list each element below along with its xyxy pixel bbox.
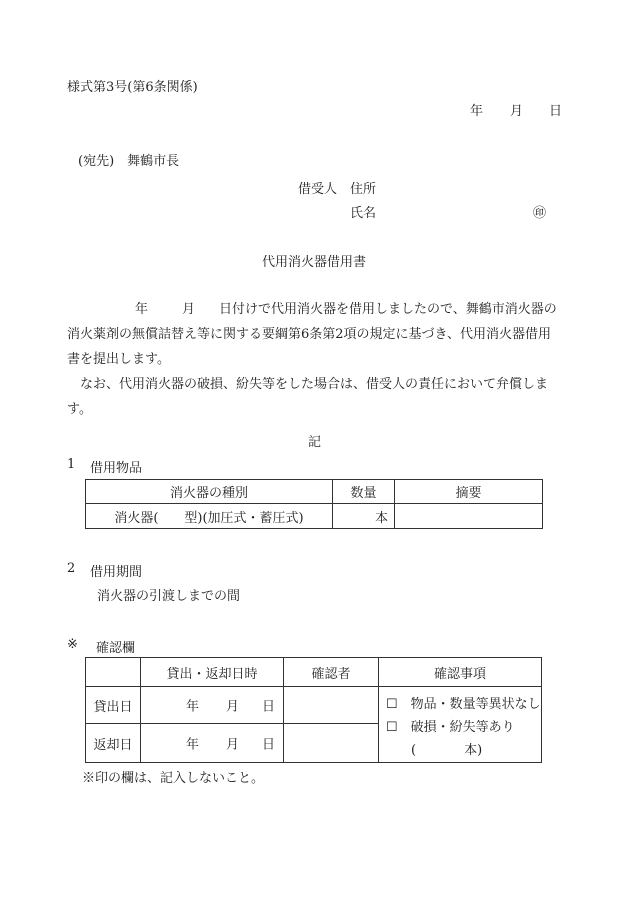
return-year: 年 (186, 737, 200, 753)
section2-number: 2 (67, 561, 76, 576)
confirm-header-items: 確認事項 (379, 658, 542, 687)
date-month-label: 月 (510, 104, 524, 119)
items-table (85, 479, 543, 529)
section2-heading: 借用期間 (90, 565, 143, 580)
body-line-1-text: 日付けで代用消火器を借用しましたので、舞鶴市消火器の (219, 302, 557, 317)
confirm-heading: 確認欄 (96, 641, 136, 656)
lend-row (86, 687, 542, 724)
items-table-row (86, 504, 543, 529)
lend-month: 月 (226, 699, 240, 715)
checkbox-icon[interactable]: ☐ (386, 720, 398, 735)
body-line-3: 書を提出します。 (67, 352, 170, 367)
lend-date-cell[interactable] (141, 687, 284, 724)
body-line-2: 消火薬剤の無償詰替え等に関する要綱第6条第2項の規定に基づき、代用消火器借用 (67, 327, 552, 342)
section1-number: 1 (67, 457, 76, 472)
return-label: 返却日 (86, 724, 141, 763)
date-day-label: 日 (549, 104, 563, 119)
document-title: 代用消火器借用書 (262, 255, 367, 270)
return-date-cell[interactable] (141, 724, 284, 763)
confirm-header-blank (86, 658, 141, 687)
lend-label: 貸出日 (86, 687, 141, 724)
footnote: ※印の欄は、記入しないこと。 (82, 771, 265, 786)
lend-confirmer-cell[interactable] (284, 687, 379, 724)
col-qty-header: 数量 (333, 480, 395, 504)
confirm-header-datetime: 貸出・返却日時 (141, 658, 284, 687)
confirm-mark: ※ (67, 637, 78, 652)
addressee: (宛先) 舞鶴市長 (78, 154, 180, 169)
borrower-label: 借受人 (298, 182, 338, 197)
confirm-items-cell (379, 687, 542, 763)
return-month: 月 (226, 737, 240, 753)
date-year-label: 年 (470, 104, 484, 119)
form-number: 様式第3号(第6条関係) (67, 80, 198, 95)
extinguisher-type-cell[interactable]: 消火器( 型)(加圧式・蓄圧式) (86, 504, 333, 529)
body-year-label: 年 (135, 302, 149, 317)
check-item-damaged[interactable]: ☐ 破損・紛失等あり (386, 720, 515, 735)
items-table-header (86, 480, 543, 504)
body-paragraph (67, 297, 565, 422)
lend-day: 日 (262, 699, 276, 715)
ki-label: 記 (308, 435, 322, 450)
body-line-4: なお、代用消火器の破損、紛失等をした場合は、借受人の責任において弁償しま (80, 377, 549, 392)
borrower-name-label: 氏名 (350, 206, 377, 221)
borrower-address-label: 住所 (350, 182, 377, 197)
return-day: 日 (262, 737, 276, 753)
col-type-header: 消火器の種別 (86, 480, 333, 504)
body-month-label: 月 (182, 302, 196, 317)
body-line-1 (67, 297, 565, 322)
section2-content: 消火器の引渡しまでの間 (97, 589, 241, 604)
return-confirmer-cell[interactable] (284, 724, 379, 763)
lend-year: 年 (186, 699, 200, 715)
checkbox-icon[interactable]: ☐ (386, 697, 398, 712)
seal-mark: ㊞ (533, 206, 547, 221)
section1-heading: 借用物品 (90, 461, 143, 476)
body-line-5: す。 (67, 402, 92, 417)
note-cell[interactable] (395, 504, 543, 529)
check-item-normal[interactable]: ☐ 物品・数量等異状なし (386, 697, 541, 712)
confirm-table (85, 657, 542, 763)
col-note-header: 摘要 (395, 480, 543, 504)
confirm-header-confirmer: 確認者 (284, 658, 379, 687)
confirm-table-header (86, 658, 542, 687)
damaged-quantity: ( 本) (411, 743, 483, 758)
quantity-cell[interactable]: 本 (333, 504, 395, 529)
